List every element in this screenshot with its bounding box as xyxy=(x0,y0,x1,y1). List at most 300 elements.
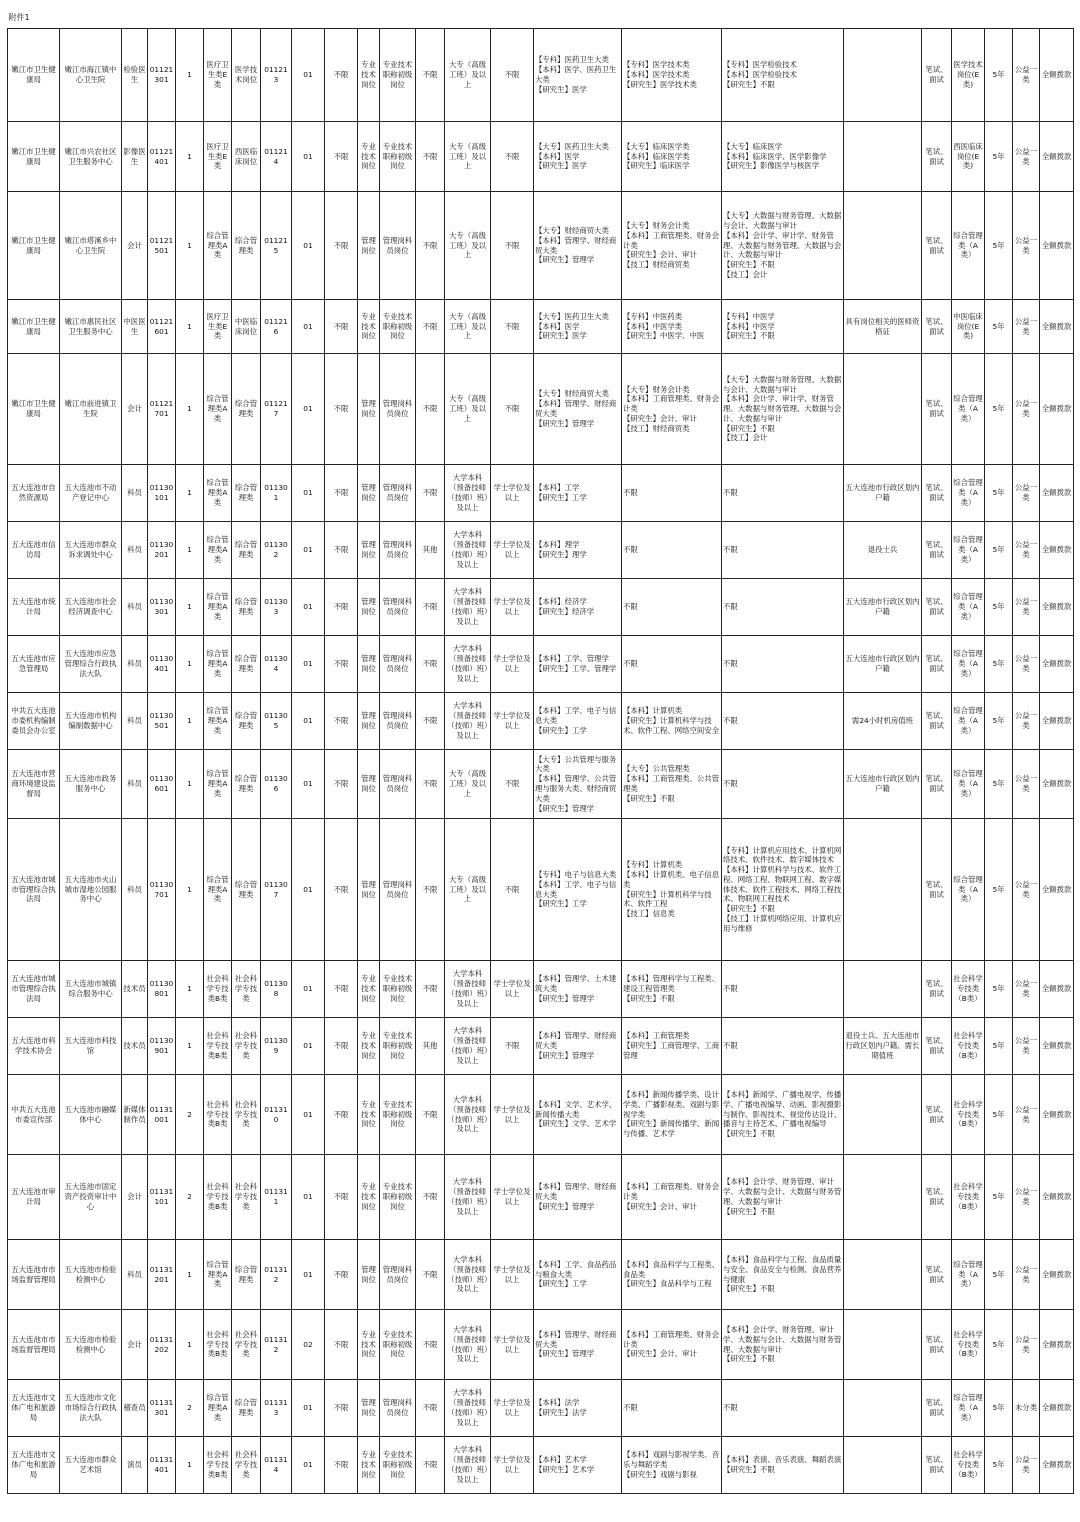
post-cell: 稽查员 xyxy=(122,1380,148,1437)
unit-cell: 五大连池市政务服务中心 xyxy=(60,750,122,819)
category-cell: 综合管理类A类 xyxy=(204,522,232,579)
count-cell: 1 xyxy=(176,522,204,579)
post-cell: 演员 xyxy=(122,1437,148,1494)
exam-code-cell: 011310 xyxy=(261,1075,292,1155)
subcategory-cell: 社会科学专技类 xyxy=(232,1018,261,1075)
subcategory-cell: 综合管理类 xyxy=(232,1380,261,1437)
dept-cell: 五大连池市科学技术协会 xyxy=(8,1018,60,1075)
funding-cell: 全额拨款 xyxy=(1040,693,1074,750)
cond-cell: 不限 xyxy=(325,122,358,192)
category-cell: 社会科学专技类B类 xyxy=(204,1155,232,1240)
major-level1-cell: 【本科】艺术学 【研究生】艺术学 xyxy=(534,1437,622,1494)
education-cell: 大专（高级工班）及以上 xyxy=(445,29,491,122)
exam-code-cell: 011308 xyxy=(261,961,292,1018)
exam-method-cell: 笔试、面试 xyxy=(922,693,952,750)
other-cond-cell xyxy=(844,1310,922,1380)
major-level1-cell: 【本科】管理学、土木建筑大类 【研究生】管理学 xyxy=(534,961,622,1018)
table-row xyxy=(8,579,1074,636)
major-level3-cell: 【专科】计算机应用技术、计算机网络技术、软件技术、数字媒体技术 【本科】计算机科学与技术、软件工程、网络工程、物联网工程、数字媒体技术、软件工程技术、网络工程技术、物联网工程技术 【研究生】不限 【技工】计算机网络应用、计算机应用与维修 xyxy=(722,819,844,961)
exam-type-cell: 综合管理类（A类） xyxy=(952,522,985,579)
subcategory-cell: 综合管理类 xyxy=(232,354,261,465)
table-row xyxy=(8,29,1074,122)
service-years-cell: 5年 xyxy=(985,750,1013,819)
other-cond-cell xyxy=(844,354,922,465)
count-cell: 1 xyxy=(176,579,204,636)
service-years-cell: 5年 xyxy=(985,1437,1013,1494)
category-cell: 医疗卫生类E类 xyxy=(204,122,232,192)
major-level3-cell: 【本科】新闻学、广播电视学、传播学、广播电视编导、动画、影视摄影与制作、影视技术、视觉传达设计、播音与主持艺术、广播电视编导 【研究生】不限 xyxy=(722,1075,844,1155)
exam-type-cell: 综合管理类（A类） xyxy=(952,465,985,522)
service-years-cell: 5年 xyxy=(985,819,1013,961)
major-level2-cell: 【本科】工商管理类、财务会计类 【研究生】会计、审计 xyxy=(622,1155,722,1240)
unit-cell: 五大连池市群众诉求调处中心 xyxy=(60,522,122,579)
exam-code-cell: 011312 xyxy=(261,1240,292,1310)
table-row xyxy=(8,1155,1074,1240)
funding-cell: 全额拨款 xyxy=(1040,1075,1074,1155)
post-level-cell: 管理岗科员岗位 xyxy=(380,1380,416,1437)
seq-cell: 01 xyxy=(292,1075,325,1155)
major-level3-cell: 【专科】医学检验技术 【本科】医学检验技术 【研究生】不限 xyxy=(722,29,844,122)
exam-code-cell: 011304 xyxy=(261,636,292,693)
exam-method-cell: 笔试、面试 xyxy=(922,522,952,579)
count-cell: 2 xyxy=(176,1075,204,1155)
education-cell: 大学本科（预备技师（技师）班）及以上 xyxy=(445,693,491,750)
seq-cell: 01 xyxy=(292,1437,325,1494)
cond-cell: 不限 xyxy=(325,1075,358,1155)
exam-method-cell: 笔试、面试 xyxy=(922,750,952,819)
major-level2-cell: 【专科】计算机类 【本科】计算机类、电子信息类 【研究生】计算机科学与技术、软件工程 【技工】信息类 xyxy=(622,819,722,961)
education-cell: 大专（高级工班）及以上 xyxy=(445,354,491,465)
post-level-cell: 管理岗科员岗位 xyxy=(380,579,416,636)
post-level-cell: 管理岗科员岗位 xyxy=(380,636,416,693)
post-code-cell: 01130801 xyxy=(148,961,176,1018)
post-type-cell: 专业技术岗位 xyxy=(358,961,380,1018)
exam-type-cell: 社会科学专技类（B类） xyxy=(952,1155,985,1240)
funding-cell: 全额拨款 xyxy=(1040,1018,1074,1075)
major-level2-cell: 【本科】计算机类 【研究生】计算机科学与技术、软件工程、网络空间安全 xyxy=(622,693,722,750)
exam-type-cell: 综合管理类（A类） xyxy=(952,354,985,465)
cond-cell: 不限 xyxy=(325,29,358,122)
funding-cell: 全额拨款 xyxy=(1040,1437,1074,1494)
exam-code-cell: 011302 xyxy=(261,522,292,579)
post-cell: 科员 xyxy=(122,693,148,750)
major-level2-cell: 【本科】戏剧与影视学类、音乐与舞蹈学类 【研究生】戏剧与影视 xyxy=(622,1437,722,1494)
dept-cell: 中共五大连池市委机构编制委员会办公室 xyxy=(8,693,60,750)
post-type-cell: 管理岗位 xyxy=(358,354,380,465)
service-years-cell: 5年 xyxy=(985,1155,1013,1240)
post-cell: 科员 xyxy=(122,1240,148,1310)
major-level3-cell: 不限 xyxy=(722,1380,844,1437)
post-code-cell: 01121501 xyxy=(148,192,176,300)
post-level-cell: 管理岗科员岗位 xyxy=(380,522,416,579)
exam-method-cell: 笔试、面试 xyxy=(922,122,952,192)
major-level2-cell: 【专科】医学技术类 【本科】医学技术类 【研究生】医学技术类 xyxy=(622,29,722,122)
unit-type-cell: 公益一类 xyxy=(1013,636,1040,693)
target-cell: 不限 xyxy=(416,636,445,693)
unit-type-cell: 公益一类 xyxy=(1013,750,1040,819)
dept-cell: 嫩江市卫生健康局 xyxy=(8,300,60,354)
unit-cell: 五大连池市科技馆 xyxy=(60,1018,122,1075)
post-cell: 会计 xyxy=(122,1155,148,1240)
count-cell: 1 xyxy=(176,122,204,192)
cond-cell: 不限 xyxy=(325,1018,358,1075)
degree-cell: 学士学位及以上 xyxy=(491,579,534,636)
education-cell: 大学本科（预备技师（技师）班）及以上 xyxy=(445,522,491,579)
post-cell: 影像医生 xyxy=(122,122,148,192)
service-years-cell: 5年 xyxy=(985,636,1013,693)
major-level3-cell: 不限 xyxy=(722,1018,844,1075)
subcategory-cell: 综合管理类 xyxy=(232,750,261,819)
unit-cell: 五大连池市融媒体中心 xyxy=(60,1075,122,1155)
category-cell: 社会科学专技类B类 xyxy=(204,961,232,1018)
degree-cell: 学士学位及以上 xyxy=(491,1437,534,1494)
count-cell: 1 xyxy=(176,1240,204,1310)
post-type-cell: 管理岗位 xyxy=(358,579,380,636)
unit-cell: 五大连池市文化市场综合行政执法大队 xyxy=(60,1380,122,1437)
service-years-cell: 5年 xyxy=(985,354,1013,465)
other-cond-cell xyxy=(844,819,922,961)
target-cell: 不限 xyxy=(416,1437,445,1494)
service-years-cell: 5年 xyxy=(985,1240,1013,1310)
table-row xyxy=(8,354,1074,465)
post-cell: 新媒体制作员 xyxy=(122,1075,148,1155)
target-cell: 不限 xyxy=(416,1155,445,1240)
count-cell: 2 xyxy=(176,1155,204,1240)
exam-type-cell: 中医临床岗位(E类) xyxy=(952,300,985,354)
exam-code-cell: 011306 xyxy=(261,750,292,819)
post-type-cell: 管理岗位 xyxy=(358,1380,380,1437)
exam-method-cell: 笔试、面试 xyxy=(922,192,952,300)
education-cell: 大专（高级工班）及以上 xyxy=(445,122,491,192)
seq-cell: 01 xyxy=(292,354,325,465)
major-level2-cell: 【本科】管理科学与工程类、建设工程管理类 【研究生】不限 xyxy=(622,961,722,1018)
seq-cell: 02 xyxy=(292,1310,325,1380)
post-type-cell: 管理岗位 xyxy=(358,636,380,693)
table-row xyxy=(8,750,1074,819)
exam-type-cell: 综合管理类（A类） xyxy=(952,192,985,300)
exam-code-cell: 011215 xyxy=(261,192,292,300)
major-level1-cell: 【本科】理学 【研究生】理学 xyxy=(534,522,622,579)
major-level1-cell: 【本科】法学 【研究生】法学 xyxy=(534,1380,622,1437)
exam-type-cell: 社会科学专技类（B类） xyxy=(952,961,985,1018)
category-cell: 综合管理类A类 xyxy=(204,192,232,300)
table-row xyxy=(8,1380,1074,1437)
degree-cell: 不限 xyxy=(491,354,534,465)
service-years-cell: 5年 xyxy=(985,192,1013,300)
education-cell: 大专（高级工班）及以上 xyxy=(445,750,491,819)
funding-cell: 全额拨款 xyxy=(1040,961,1074,1018)
other-cond-cell: 五大连池市行政区划内户籍 xyxy=(844,636,922,693)
other-cond-cell: 五大连池市行政区划内户籍 xyxy=(844,750,922,819)
seq-cell: 01 xyxy=(292,1380,325,1437)
seq-cell: 01 xyxy=(292,579,325,636)
dept-cell: 五大连池市文体广电和旅游局 xyxy=(8,1380,60,1437)
target-cell: 其他 xyxy=(416,1018,445,1075)
exam-method-cell: 笔试、面试 xyxy=(922,354,952,465)
unit-cell: 嫩江市塔溪乡中心卫生院 xyxy=(60,192,122,300)
post-level-cell: 专业技术职称初级岗位 xyxy=(380,1310,416,1380)
exam-code-cell: 011217 xyxy=(261,354,292,465)
other-cond-cell xyxy=(844,29,922,122)
post-level-cell: 专业技术职称初级岗位 xyxy=(380,300,416,354)
subcategory-cell: 综合管理类 xyxy=(232,522,261,579)
unit-type-cell: 公益一类 xyxy=(1013,819,1040,961)
education-cell: 大学本科（预备技师（技师）班）及以上 xyxy=(445,636,491,693)
service-years-cell: 5年 xyxy=(985,961,1013,1018)
count-cell: 1 xyxy=(176,1018,204,1075)
degree-cell: 不限 xyxy=(491,192,534,300)
target-cell: 不限 xyxy=(416,750,445,819)
post-code-cell: 01121601 xyxy=(148,300,176,354)
unit-cell: 五大连池市固定资产投资审计中心 xyxy=(60,1155,122,1240)
cond-cell: 不限 xyxy=(325,1155,358,1240)
exam-code-cell: 011307 xyxy=(261,819,292,961)
post-level-cell: 管理岗科员岗位 xyxy=(380,819,416,961)
seq-cell: 01 xyxy=(292,750,325,819)
target-cell: 不限 xyxy=(416,192,445,300)
service-years-cell: 5年 xyxy=(985,300,1013,354)
post-code-cell: 01130401 xyxy=(148,636,176,693)
exam-method-cell: 笔试、面试 xyxy=(922,579,952,636)
service-years-cell: 5年 xyxy=(985,465,1013,522)
cond-cell: 不限 xyxy=(325,1380,358,1437)
post-level-cell: 管理岗科员岗位 xyxy=(380,750,416,819)
seq-cell: 01 xyxy=(292,1018,325,1075)
table-row xyxy=(8,122,1074,192)
exam-method-cell: 笔试、面试 xyxy=(922,1018,952,1075)
cond-cell: 不限 xyxy=(325,819,358,961)
major-level1-cell: 【大专】医药卫生大类 【本科】医学 【研究生】医学 xyxy=(534,122,622,192)
post-code-cell: 01121401 xyxy=(148,122,176,192)
post-cell: 科员 xyxy=(122,819,148,961)
exam-method-cell: 笔试、面试 xyxy=(922,1310,952,1380)
post-cell: 科员 xyxy=(122,579,148,636)
funding-cell: 全额拨款 xyxy=(1040,819,1074,961)
seq-cell: 01 xyxy=(292,961,325,1018)
table-row xyxy=(8,192,1074,300)
major-level2-cell: 【大专】临床医学类 【本科】临床医学类 【研究生】临床医学 xyxy=(622,122,722,192)
funding-cell: 全额拨款 xyxy=(1040,1380,1074,1437)
unit-type-cell: 未分类 xyxy=(1013,1380,1040,1437)
education-cell: 大学本科（预备技师（技师）班）及以上 xyxy=(445,1310,491,1380)
post-type-cell: 管理岗位 xyxy=(358,192,380,300)
other-cond-cell xyxy=(844,1155,922,1240)
funding-cell: 全额拨款 xyxy=(1040,192,1074,300)
dept-cell: 五大连池市自然资源局 xyxy=(8,465,60,522)
unit-type-cell: 公益一类 xyxy=(1013,1018,1040,1075)
subcategory-cell: 综合管理类 xyxy=(232,636,261,693)
exam-code-cell: 011311 xyxy=(261,1155,292,1240)
dept-cell: 嫩江市卫生健康局 xyxy=(8,29,60,122)
subcategory-cell: 社会科学专技类 xyxy=(232,1155,261,1240)
education-cell: 大专（高级工班）及以上 xyxy=(445,819,491,961)
unit-type-cell: 公益一类 xyxy=(1013,1437,1040,1494)
exam-type-cell: 综合管理类（A类） xyxy=(952,1380,985,1437)
major-level2-cell: 【大专】财务会计类 【本科】工商管理类、财务会计类 【研究生】会计、审计 【技工】财经商贸类 xyxy=(622,192,722,300)
count-cell: 1 xyxy=(176,961,204,1018)
post-cell: 科员 xyxy=(122,465,148,522)
degree-cell: 学士学位及以上 xyxy=(491,522,534,579)
major-level2-cell: 不限 xyxy=(622,636,722,693)
cond-cell: 不限 xyxy=(325,961,358,1018)
major-level3-cell: 不限 xyxy=(722,961,844,1018)
post-type-cell: 专业技术岗位 xyxy=(358,29,380,122)
post-type-cell: 管理岗位 xyxy=(358,522,380,579)
post-level-cell: 管理岗科员岗位 xyxy=(380,354,416,465)
post-level-cell: 专业技术职称初级岗位 xyxy=(380,961,416,1018)
cond-cell: 不限 xyxy=(325,354,358,465)
post-level-cell: 管理岗科员岗位 xyxy=(380,1240,416,1310)
major-level3-cell: 不限 xyxy=(722,636,844,693)
target-cell: 不限 xyxy=(416,354,445,465)
seq-cell: 01 xyxy=(292,192,325,300)
service-years-cell: 5年 xyxy=(985,1075,1013,1155)
document-page xyxy=(7,8,1073,1494)
count-cell: 1 xyxy=(176,693,204,750)
exam-type-cell: 社会科学专技类（B类） xyxy=(952,1310,985,1380)
target-cell: 不限 xyxy=(416,961,445,1018)
post-code-cell: 01131401 xyxy=(148,1437,176,1494)
major-level1-cell: 【专科】医药卫生大类 【本科】医学、医药卫生大类 【研究生】医学 xyxy=(534,29,622,122)
degree-cell: 不限 xyxy=(491,750,534,819)
education-cell: 大专（高级工班）及以上 xyxy=(445,192,491,300)
major-level1-cell: 【本科】管理学、财经商贸大类 【研究生】管理学 xyxy=(534,1155,622,1240)
unit-type-cell: 公益一类 xyxy=(1013,961,1040,1018)
dept-cell: 五大连池市应急管理局 xyxy=(8,636,60,693)
major-level1-cell: 【大专】医药卫生大类 【本科】医学 【研究生】医学 xyxy=(534,300,622,354)
funding-cell: 全额拨款 xyxy=(1040,1310,1074,1380)
category-cell: 综合管理类A类 xyxy=(204,819,232,961)
target-cell: 其他 xyxy=(416,522,445,579)
seq-cell: 01 xyxy=(292,636,325,693)
target-cell: 不限 xyxy=(416,29,445,122)
table-row xyxy=(8,693,1074,750)
exam-method-cell: 笔试、面试 xyxy=(922,1075,952,1155)
major-level1-cell: 【本科】管理学、财经商贸大类 【研究生】管理学 xyxy=(534,1310,622,1380)
post-cell: 检验医生 xyxy=(122,29,148,122)
exam-code-cell: 011312 xyxy=(261,1310,292,1380)
education-cell: 大学本科（预备技师（技师）班）及以上 xyxy=(445,1380,491,1437)
cond-cell: 不限 xyxy=(325,693,358,750)
post-type-cell: 专业技术岗位 xyxy=(358,1075,380,1155)
post-cell: 科员 xyxy=(122,636,148,693)
unit-cell: 五大连池市检验检测中心 xyxy=(60,1240,122,1310)
subcategory-cell: 中医临床岗位 xyxy=(232,300,261,354)
degree-cell: 学士学位及以上 xyxy=(491,1240,534,1310)
exam-type-cell: 社会科学专技类（B类） xyxy=(952,1075,985,1155)
subcategory-cell: 社会科学专技类 xyxy=(232,1075,261,1155)
exam-type-cell: 社会科学专技类（B类） xyxy=(952,1437,985,1494)
other-cond-cell xyxy=(844,1075,922,1155)
cond-cell: 不限 xyxy=(325,579,358,636)
dept-cell: 嫩江市卫生健康局 xyxy=(8,122,60,192)
post-type-cell: 管理岗位 xyxy=(358,819,380,961)
funding-cell: 全额拨款 xyxy=(1040,354,1074,465)
category-cell: 综合管理类A类 xyxy=(204,750,232,819)
major-level2-cell: 【大专】财务会计类 【本科】工商管理类、财务会计类 【研究生】会计、审计 【技工】财经商贸类 xyxy=(622,354,722,465)
other-cond-cell: 五大连池市行政区划内户籍 xyxy=(844,579,922,636)
major-level1-cell: 【大专】财经商贸大类 【本科】管理学、财经商贸大类 【研究生】管理学 xyxy=(534,192,622,300)
major-level1-cell: 【大专】公共管理与服务大类 【本科】管理学、公共管理与服务大类、财经商贸大类 【研究生】管理学 xyxy=(534,750,622,819)
post-cell: 会计 xyxy=(122,1310,148,1380)
dept-cell: 五大连池市营商环境建设监督局 xyxy=(8,750,60,819)
post-level-cell: 管理岗科员岗位 xyxy=(380,693,416,750)
target-cell: 不限 xyxy=(416,465,445,522)
degree-cell: 学士学位及以上 xyxy=(491,961,534,1018)
major-level1-cell: 【专科】电子与信息大类 【本科】工学、电子与信息大类 【研究生】工学 xyxy=(534,819,622,961)
post-level-cell: 专业技术职称初级岗位 xyxy=(380,1155,416,1240)
major-level1-cell: 【大专】财经商贸大类 【本科】管理学、财经商贸大类 【研究生】管理学 xyxy=(534,354,622,465)
post-cell: 科员 xyxy=(122,522,148,579)
category-cell: 社会科学专技类B类 xyxy=(204,1437,232,1494)
subcategory-cell: 综合管理类 xyxy=(232,693,261,750)
unit-type-cell: 公益一类 xyxy=(1013,122,1040,192)
degree-cell: 不限 xyxy=(491,1018,534,1075)
post-type-cell: 管理岗位 xyxy=(358,693,380,750)
unit-type-cell: 公益一类 xyxy=(1013,1155,1040,1240)
subcategory-cell: 西医临床岗位 xyxy=(232,122,261,192)
cond-cell: 不限 xyxy=(325,636,358,693)
dept-cell: 五大连池市城市管理综合执法局 xyxy=(8,819,60,961)
seq-cell: 01 xyxy=(292,522,325,579)
table-row xyxy=(8,300,1074,354)
unit-cell: 嫩江市兴农社区卫生服务中心 xyxy=(60,122,122,192)
major-level2-cell: 【大专】公共管理类 【本科】工商管理类、公共管理类 【研究生】不限 xyxy=(622,750,722,819)
exam-method-cell: 笔试、面试 xyxy=(922,819,952,961)
post-level-cell: 专业技术职称初级岗位 xyxy=(380,1437,416,1494)
table-row xyxy=(8,1240,1074,1310)
degree-cell: 学士学位及以上 xyxy=(491,1155,534,1240)
subcategory-cell: 综合管理类 xyxy=(232,465,261,522)
cond-cell: 不限 xyxy=(325,1240,358,1310)
category-cell: 综合管理类A类 xyxy=(204,465,232,522)
service-years-cell: 5年 xyxy=(985,522,1013,579)
degree-cell: 学士学位及以上 xyxy=(491,1380,534,1437)
post-cell: 技术员 xyxy=(122,1018,148,1075)
education-cell: 大学本科（预备技师（技师）班）及以上 xyxy=(445,1240,491,1310)
major-level3-cell: 【大专】大数据与财务管理、大数据与会计、大数据与审计 【本科】会计学、审计学、财务管理、大数据与财务管理、大数据与会计、大数据与审计 【研究生】不限 【技工】会计 xyxy=(722,192,844,300)
major-level3-cell: 不限 xyxy=(722,693,844,750)
target-cell: 不限 xyxy=(416,579,445,636)
major-level2-cell: 不限 xyxy=(622,465,722,522)
other-cond-cell: 退役士兵、五大连池市行政区划内户籍、需长期值班 xyxy=(844,1018,922,1075)
major-level2-cell: 【本科】工商管理类 【研究生】工商管理学、工商管理 xyxy=(622,1018,722,1075)
other-cond-cell: 退役士兵 xyxy=(844,522,922,579)
count-cell: 1 xyxy=(176,1437,204,1494)
post-cell: 会计 xyxy=(122,354,148,465)
service-years-cell: 5年 xyxy=(985,1018,1013,1075)
major-level3-cell: 【大专】临床医学 【本科】临床医学、医学影像学 【研究生】影像医学与核医学 xyxy=(722,122,844,192)
service-years-cell: 5年 xyxy=(985,693,1013,750)
count-cell: 1 xyxy=(176,465,204,522)
category-cell: 综合管理类A类 xyxy=(204,1240,232,1310)
exam-method-cell: 笔试、面试 xyxy=(922,1240,952,1310)
exam-code-cell: 011305 xyxy=(261,693,292,750)
education-cell: 大学本科（预备技师（技师）班）及以上 xyxy=(445,1075,491,1155)
dept-cell: 五大连池市审计局 xyxy=(8,1155,60,1240)
unit-cell: 五大连池市不动产登记中心 xyxy=(60,465,122,522)
degree-cell: 学士学位及以上 xyxy=(491,636,534,693)
post-type-cell: 管理岗位 xyxy=(358,465,380,522)
table-row xyxy=(8,961,1074,1018)
table-row xyxy=(8,1075,1074,1155)
funding-cell: 全额拨款 xyxy=(1040,122,1074,192)
exam-code-cell: 011214 xyxy=(261,122,292,192)
category-cell: 综合管理类A类 xyxy=(204,354,232,465)
major-level2-cell: 【本科】工商管理类、财务会计类 【研究生】会计、审计 xyxy=(622,1310,722,1380)
major-level3-cell: 【本科】食品科学与工程、食品质量与安全、食品安全与检测、食品营养与健康 【研究生】不限 xyxy=(722,1240,844,1310)
post-cell: 中医医生 xyxy=(122,300,148,354)
